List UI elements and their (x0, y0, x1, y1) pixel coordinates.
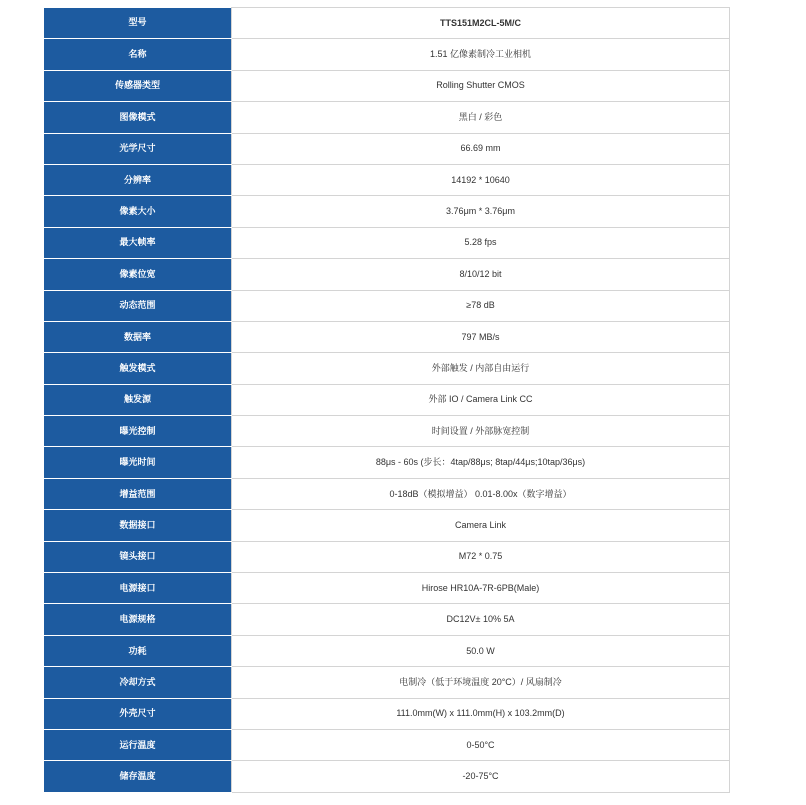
table-row (44, 478, 730, 509)
spec-label-lens-mount: 镜头接口 (44, 541, 232, 572)
table-row (44, 541, 730, 572)
spec-label-gain-range: 增益范围 (44, 478, 232, 509)
spec-value-storage-temp: -20-75°C (232, 761, 730, 792)
spec-value-trigger-source: 外部 IO / Camera Link CC (232, 384, 730, 415)
spec-value-power-spec: DC12V± 10% 5A (232, 604, 730, 635)
spec-value-max-frame-rate: 5.28 fps (232, 227, 730, 258)
spec-label-dimensions: 外壳尺寸 (44, 698, 232, 729)
spec-value-power-consumption: 50.0 W (232, 635, 730, 666)
table-row (44, 8, 730, 39)
table-row (44, 667, 730, 698)
table-row (44, 384, 730, 415)
spec-value-data-rate: 797 MB/s (232, 321, 730, 352)
table-row (44, 353, 730, 384)
spec-table (44, 7, 730, 793)
spec-label-trigger-source: 触发源 (44, 384, 232, 415)
spec-value-exposure-control: 时间设置 / 外部脉宽控制 (232, 416, 730, 447)
table-row (44, 259, 730, 290)
spec-label-max-frame-rate: 最大帧率 (44, 227, 232, 258)
spec-label-image-mode: 图像模式 (44, 102, 232, 133)
table-row (44, 416, 730, 447)
spec-value-power-connector: Hirose HR10A-7R-6PB(Male) (232, 573, 730, 604)
spec-value-lens-mount: M72 * 0.75 (232, 541, 730, 572)
spec-label-cooling: 冷却方式 (44, 667, 232, 698)
table-row (44, 635, 730, 666)
spec-table-body (44, 8, 730, 793)
spec-value-cooling: 电制冷（低于环境温度 20°C）/ 风扇制冷 (232, 667, 730, 698)
spec-value-trigger-mode: 外部触发 / 内部自由运行 (232, 353, 730, 384)
spec-label-exposure-time: 曝光时间 (44, 447, 232, 478)
spec-value-optical-size: 66.69 mm (232, 133, 730, 164)
table-row (44, 164, 730, 195)
table-row (44, 133, 730, 164)
table-row (44, 227, 730, 258)
table-row (44, 604, 730, 635)
table-row (44, 761, 730, 792)
table-row (44, 698, 730, 729)
spec-label-exposure-control: 曝光控制 (44, 416, 232, 447)
table-row (44, 39, 730, 70)
spec-label-power-consumption: 功耗 (44, 635, 232, 666)
spec-label-bit-depth: 像素位宽 (44, 259, 232, 290)
table-row (44, 290, 730, 321)
spec-value-pixel-size: 3.76μm * 3.76μm (232, 196, 730, 227)
spec-value-exposure-time: 88μs - 60s (步长：4tap/88μs; 8tap/44μs;10tap/36μs) (232, 447, 730, 478)
spec-value-gain-range: 0-18dB（模拟增益） 0.01-8.00x（数字增益） (232, 478, 730, 509)
spec-value-sensor-type: Rolling Shutter CMOS (232, 70, 730, 101)
spec-label-data-rate: 数据率 (44, 321, 232, 352)
spec-label-optical-size: 光学尺寸 (44, 133, 232, 164)
spec-label-sensor-type: 传感器类型 (44, 70, 232, 101)
spec-value-bit-depth: 8/10/12 bit (232, 259, 730, 290)
spec-value-data-interface: Camera Link (232, 510, 730, 541)
table-row (44, 102, 730, 133)
spec-label-model: 型号 (44, 8, 232, 39)
spec-label-dynamic-range: 动态范围 (44, 290, 232, 321)
spec-label-power-spec: 电源规格 (44, 604, 232, 635)
table-row (44, 447, 730, 478)
spec-label-power-connector: 电源接口 (44, 573, 232, 604)
spec-label-pixel-size: 像素大小 (44, 196, 232, 227)
table-row (44, 510, 730, 541)
spec-value-name: 1.51 亿像素制冷工业相机 (232, 39, 730, 70)
spec-label-trigger-mode: 触发模式 (44, 353, 232, 384)
spec-value-dynamic-range: ≥78 dB (232, 290, 730, 321)
spec-value-resolution: 14192 * 10640 (232, 164, 730, 195)
table-row (44, 70, 730, 101)
spec-value-operating-temp: 0-50°C (232, 729, 730, 760)
table-row (44, 321, 730, 352)
table-row (44, 573, 730, 604)
spec-label-storage-temp: 储存温度 (44, 761, 232, 792)
spec-label-resolution: 分辨率 (44, 164, 232, 195)
spec-value-dimensions: 111.0mm(W) x 111.0mm(H) x 103.2mm(D) (232, 698, 730, 729)
spec-value-image-mode: 黑白 / 彩色 (232, 102, 730, 133)
spec-label-name: 名称 (44, 39, 232, 70)
spec-label-data-interface: 数据接口 (44, 510, 232, 541)
spec-label-operating-temp: 运行温度 (44, 729, 232, 760)
table-row (44, 196, 730, 227)
table-row (44, 729, 730, 760)
spec-value-model: TTS151M2CL-5M/C (232, 8, 730, 39)
